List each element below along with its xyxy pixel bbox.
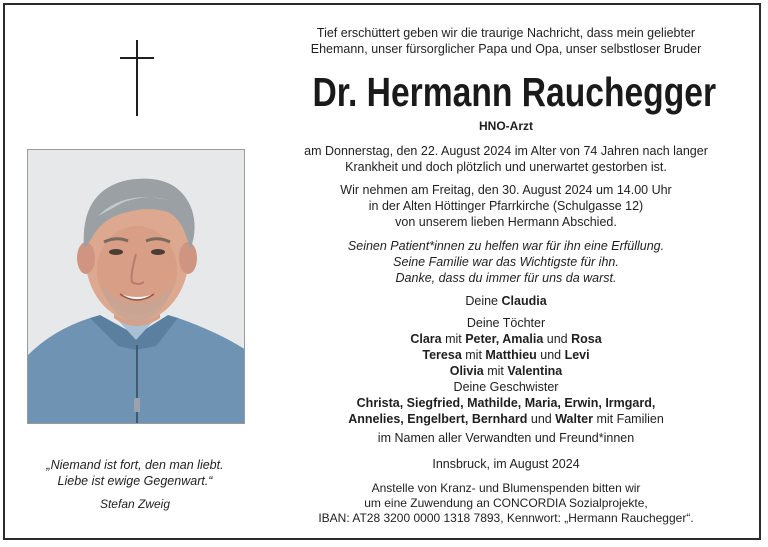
profession-wrap (270, 119, 742, 133)
intro-line: Tief erschüttert geben wir die traurige Nachricht, dass mein geliebter (316, 26, 696, 40)
donation-line: um eine Zuwendung an CONCORDIA Sozialprojekte, (364, 496, 648, 510)
tribute-text (270, 238, 742, 286)
wife-prefix: Deine (465, 294, 499, 308)
place-date: Innsbruck, im August 2024 (432, 457, 580, 471)
quote-author: Stefan Zweig (99, 497, 171, 511)
donation-line: IBAN: AT28 3200 0000 1318 7893, Kennwort: „Hermann Rauchegger“. (318, 511, 694, 525)
wife-line (270, 293, 742, 309)
daughter-line-2: Teresa mit Matthieu und Levi (422, 348, 590, 362)
deceased-name-wrap (270, 70, 742, 114)
place-date-wrap (270, 456, 742, 472)
siblings-line-1: Christa, Siegfried, Mathilde, Maria, Erwin, Irmgard, (356, 396, 656, 410)
relatives-line-wrap (270, 430, 742, 446)
intro-text (270, 25, 742, 57)
intro-line: Ehemann, unser fürsorglicher Papa und Opa, unser selbstloser Bruder (310, 42, 702, 56)
quote-text (20, 457, 250, 489)
farewell-info (270, 182, 742, 230)
profession: HNO-Arzt (479, 119, 533, 133)
daughters-heading: Deine Töchter (466, 316, 546, 330)
daughter-line-3: Olivia mit Valentina (449, 364, 563, 378)
relatives-line: im Namen aller Verwandten und Freund*innen (377, 431, 635, 445)
wife-name: Claudia (501, 294, 547, 308)
tribute-line: Danke, dass du immer für uns da warst. (395, 271, 617, 285)
portrait-photo (27, 149, 245, 424)
donation-line: Anstelle von Kranz- und Blumenspenden bitten wir (371, 481, 641, 495)
siblings-block (270, 379, 742, 427)
daughters-block (270, 315, 742, 379)
cross-icon (120, 40, 154, 118)
tribute-line: Seinen Patient*innen zu helfen war für ihn eine Erfüllung. (347, 239, 665, 253)
farewell-line: in der Alten Höttinger Pfarrkirche (Schulgasse 12) (368, 199, 644, 213)
death-notice-line: Krankheit und doch plötzlich und unerwartet gestorben ist. (345, 160, 667, 174)
donation-block (270, 481, 742, 526)
quote-line: „Niemand ist fort, den man liebt. (46, 458, 224, 472)
death-notice (270, 143, 742, 175)
siblings-heading: Deine Geschwister (453, 380, 559, 394)
farewell-line: von unserem lieben Hermann Abschied. (395, 215, 617, 229)
deceased-name: Dr. Hermann Rauchegger (312, 69, 717, 115)
farewell-line: Wir nehmen am Freitag, den 30. August 2024 um 14.00 Uhr (340, 183, 672, 197)
quote-line: Liebe ist ewige Gegenwart.“ (57, 474, 213, 488)
daughter-line-1: Clara mit Peter, Amalia und Rosa (410, 332, 602, 346)
siblings-line-2: Annelies, Engelbert, Bernhard und Walter mit Familien (348, 412, 664, 426)
tribute-line: Seine Familie war das Wichtigste für ihn. (393, 255, 619, 269)
death-notice-line: am Donnerstag, den 22. August 2024 im Alter von 74 Jahren nach langer (304, 144, 708, 158)
